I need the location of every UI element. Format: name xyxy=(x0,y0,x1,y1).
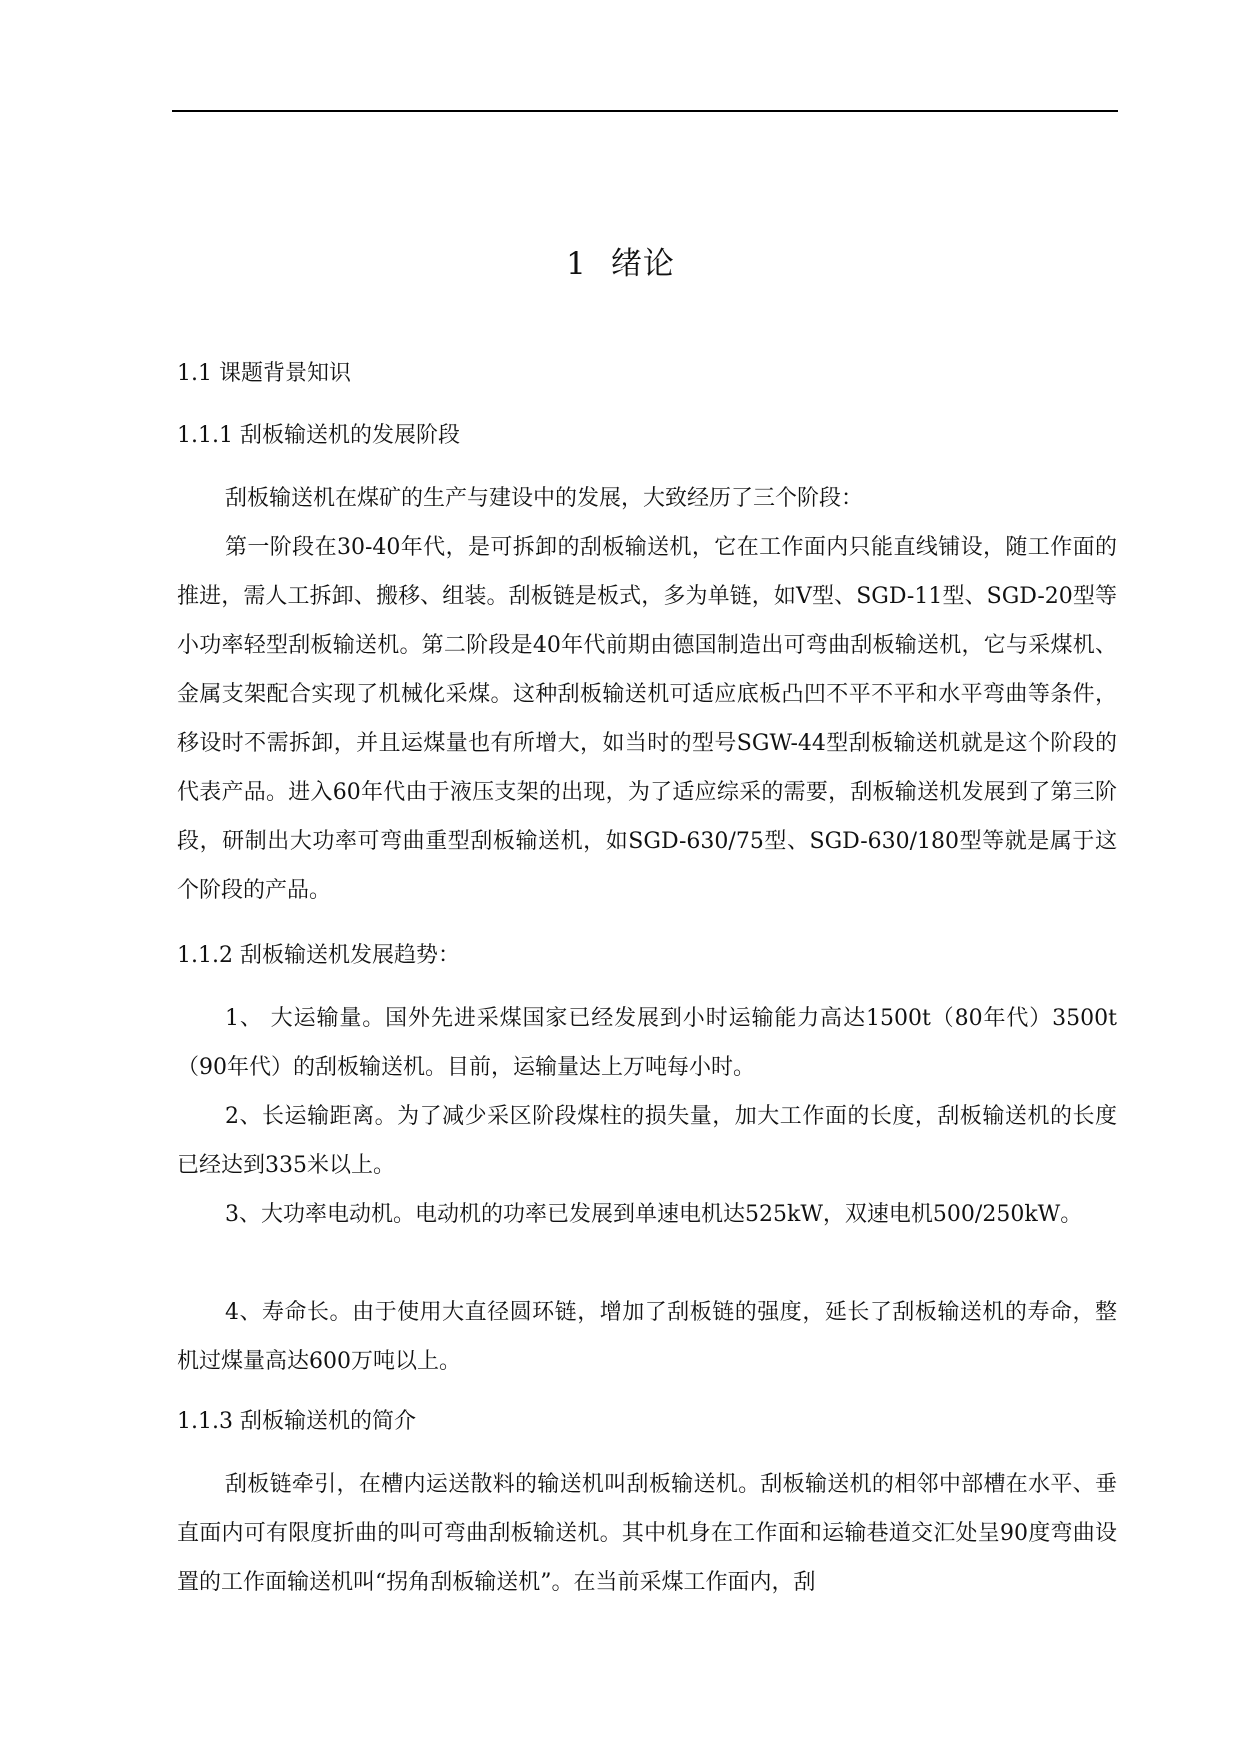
paragraph-trend-1: 1、 大运输量。国外先进采煤国家已经发展到小时运输能力高达1500t（80年代）3500t（90年代）的刮板输送机。目前，运输量达上万吨每小时。 xyxy=(177,1006,1117,1080)
paragraph-stages-detail: 第一阶段在30-40年代，是可拆卸的刮板输送机，它在工作面内只能直线铺设，随工作面的推进，需人工拆卸、搬移、组装。刮板链是板式，多为单链，如V型、SGD-11型、SGD-20型等小功率轻型刮板输送机。第二阶段是40年代前期由德国制造出可弯曲刮板输送机，它与采煤机、金属支架配合实现了机械化采煤。这种刮板输送机可适应底板凸凹不平不平和水平弯曲等条件，移设时不需拆卸，并且运煤量也有所增大，如当时的型号SGW-44型刮板输送机就是这个阶段的代表产品。进入60年代由于液压支架的出现，为了适应综采的需要，刮板输送机发展到了第三阶段，研制出大功率可弯曲重型刮板输送机，如SGD-630/75型、SGD-630/180型等就是属于这个阶段的产品。 xyxy=(177,535,1117,903)
paragraph-introduction: 刮板链牵引，在槽内运送散料的输送机叫刮板输送机。刮板输送机的相邻中部槽在水平、垂直面内可有限度折曲的叫可弯曲刮板输送机。其中机身在工作面和运输巷道交汇处呈90度弯曲设置的工作面输送机叫“拐角刮板输送机”。在当前采煤工作面内，刮 xyxy=(177,1472,1117,1595)
section-heading-1-1-2: 1.1.2 刮板输送机发展趋势： xyxy=(177,943,460,968)
chapter-title-text: 绪论 xyxy=(610,246,675,282)
paragraph-trend-2: 2、长运输距离。为了减少采区阶段煤柱的损失量，加大工作面的长度，刮板输送机的长度已经达到335米以上。 xyxy=(177,1104,1117,1178)
paragraph-trend-4: 4、寿命长。由于使用大直径圆环链，增加了刮板链的强度，延长了刮板输送机的寿命，整机过煤量高达600万吨以上。 xyxy=(177,1300,1117,1374)
paragraph-trend-3: 3、大功率电动机。电动机的功率已发展到单速电机达525kW，双速电机500/250kW。 xyxy=(225,1202,1083,1227)
paragraph-stages-intro: 刮板输送机在煤矿的生产与建设中的发展，大致经历了三个阶段： xyxy=(225,486,864,511)
chapter-title xyxy=(0,238,1241,283)
header-rule xyxy=(172,110,1118,112)
section-heading-1-1-3: 1.1.3 刮板输送机的简介 xyxy=(177,1409,416,1434)
section-heading-1-1-1: 1.1.1 刮板输送机的发展阶段 xyxy=(177,423,460,448)
section-heading-1-1: 1.1 课题背景知识 xyxy=(177,361,351,386)
chapter-number: 1 xyxy=(566,246,587,282)
